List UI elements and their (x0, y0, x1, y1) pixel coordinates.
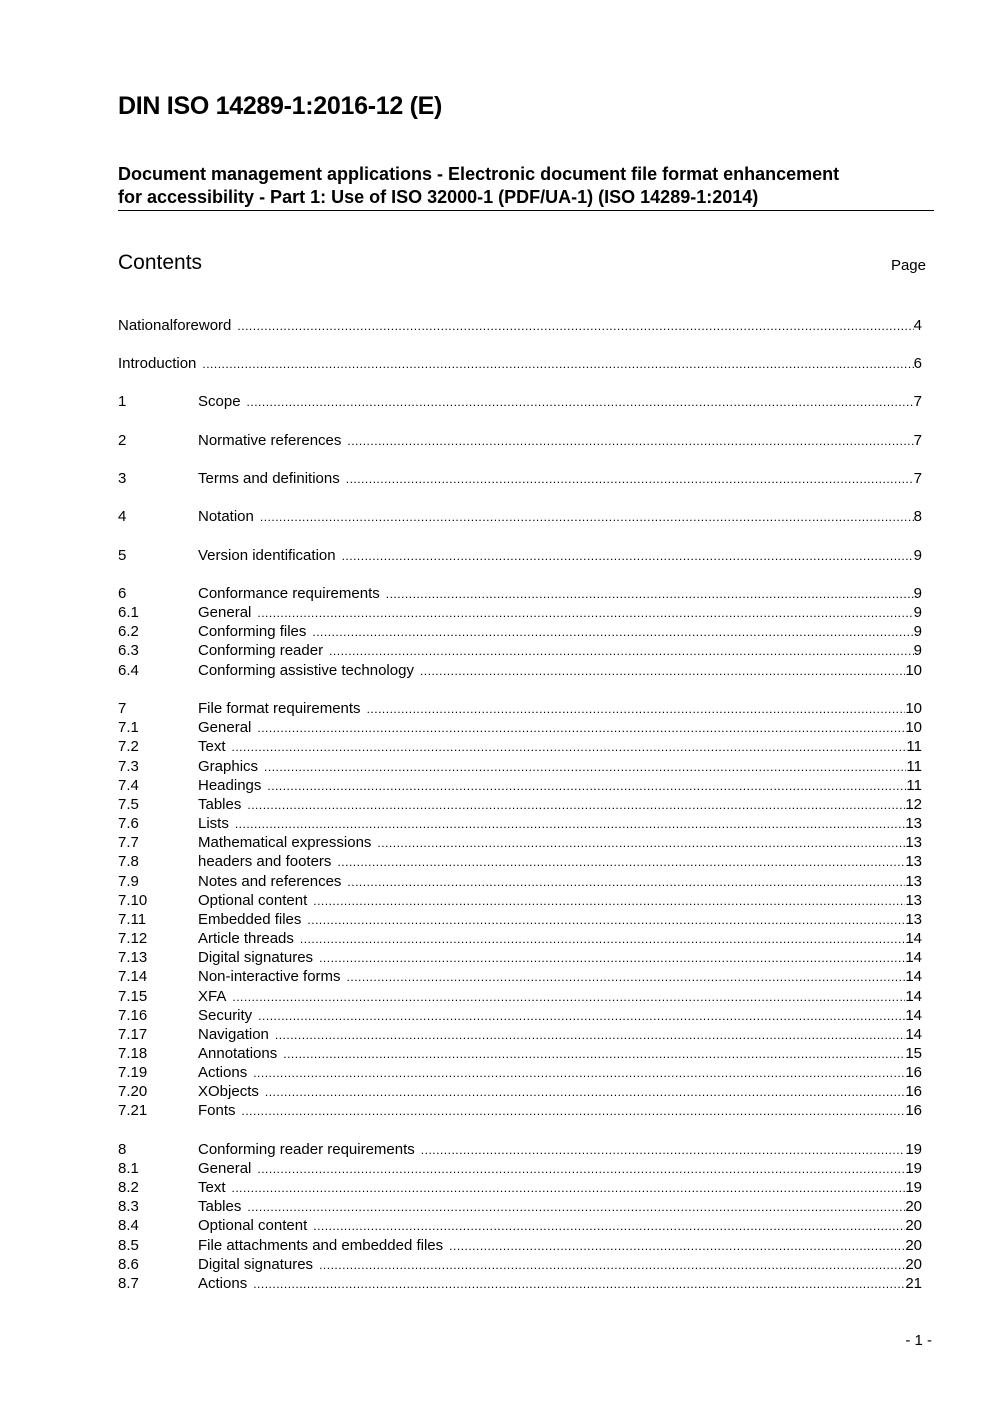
toc-entry-number: 6.4 (118, 662, 139, 679)
toc-entry-title: Actions (198, 1275, 248, 1292)
toc-entry-title: File format requirements (198, 700, 361, 717)
toc-entry[interactable] (118, 354, 922, 373)
toc-entry-number: 7.13 (118, 949, 148, 966)
toc-entry-title: Digital signatures (198, 1256, 314, 1273)
toc-entry-number: 7.12 (118, 930, 148, 947)
toc-dot-leader (367, 700, 906, 719)
toc-entry-title: Terms and definitions (198, 470, 340, 487)
toc-entry-page: 19 (905, 1179, 922, 1196)
toc-entry-page: 13 (905, 853, 922, 870)
toc-entry-title: File attachments and embedded files (198, 1237, 444, 1254)
toc-entry-page: 13 (905, 873, 922, 890)
toc-entry-page: 8 (913, 508, 922, 525)
toc-entry-title: General (198, 604, 252, 621)
toc-entry-number: 4 (118, 508, 127, 525)
toc-entry-page: 19 (905, 1141, 922, 1158)
toc-entry-page: 10 (905, 700, 922, 717)
toc-entry-page: 11 (906, 777, 922, 794)
toc-entry-number: 8.2 (118, 1179, 139, 1196)
toc-entry[interactable] (118, 718, 922, 737)
toc-entry-page: 7 (913, 432, 922, 449)
toc-entry-title: General (198, 719, 252, 736)
toc-entry-title: Security (198, 1007, 253, 1024)
toc-entry-page: 13 (905, 892, 922, 909)
toc-dot-leader (202, 355, 913, 374)
toc-dot-leader (283, 1045, 905, 1064)
toc-dot-leader (347, 873, 905, 892)
toc-entry[interactable] (118, 469, 922, 488)
toc-entry[interactable] (118, 1178, 922, 1197)
toc-dot-leader (235, 815, 905, 834)
toc-entry[interactable] (118, 1140, 922, 1159)
page-column-label: Page (890, 257, 926, 274)
toc-entry-title: Conforming reader (198, 642, 324, 659)
toc-dot-leader (319, 1256, 905, 1275)
toc-entry-title: Graphics (198, 758, 259, 775)
toc-entry-number: 3 (118, 470, 127, 487)
toc-dot-leader (346, 470, 914, 489)
toc-entry[interactable] (118, 757, 922, 776)
toc-dot-leader (253, 1064, 905, 1083)
toc-entry[interactable] (118, 987, 922, 1006)
toc-entry[interactable] (118, 795, 922, 814)
toc-entry-number: 8.3 (118, 1198, 139, 1215)
toc-entry-number: 7.6 (118, 815, 139, 832)
toc-entry-page: 7 (913, 393, 922, 410)
toc-entry-number: 7.1 (118, 719, 139, 736)
toc-dot-leader (337, 853, 905, 872)
toc-entry-title: General (198, 1160, 252, 1177)
toc-entry-title: Conforming reader requirements (198, 1141, 415, 1158)
toc-entry-title: Nationalforeword (118, 317, 232, 334)
toc-entry[interactable] (118, 814, 922, 833)
toc-entry-title: Text (198, 738, 226, 755)
toc-dot-leader (258, 1007, 905, 1026)
toc-entry-number: 7.9 (118, 873, 139, 890)
toc-entry-number: 8 (118, 1141, 127, 1158)
toc-entry-number: 7.19 (118, 1064, 148, 1081)
toc-dot-leader (312, 623, 913, 642)
toc-entry-number: 7.5 (118, 796, 139, 813)
toc-entry-number: 6.3 (118, 642, 139, 659)
toc-entry-number: 7.20 (118, 1083, 148, 1100)
toc-entry-page: 13 (905, 834, 922, 851)
toc-entry-page: 20 (905, 1256, 922, 1273)
toc-entry[interactable] (118, 622, 922, 641)
toc-entry-title: headers and footers (198, 853, 332, 870)
toc-entry[interactable] (118, 392, 922, 411)
toc-entry-number: 1 (118, 393, 127, 410)
toc-entry-title: Actions (198, 1064, 248, 1081)
toc-entry-number: 8.6 (118, 1256, 139, 1273)
toc-dot-leader (267, 777, 906, 796)
toc-entry[interactable] (118, 507, 922, 526)
toc-entry-page: 10 (905, 662, 922, 679)
toc-dot-leader (232, 738, 907, 757)
toc-entry-title: Scope (198, 393, 241, 410)
toc-entry[interactable] (118, 1044, 922, 1063)
toc-entry[interactable] (118, 776, 922, 795)
toc-dot-leader (247, 393, 914, 412)
toc-dot-leader (342, 547, 914, 566)
toc-entry-page: 14 (905, 1026, 922, 1043)
toc-entry-page: 16 (905, 1083, 922, 1100)
toc-entry-title: Annotations (198, 1045, 278, 1062)
toc-entry-number: 5 (118, 547, 127, 564)
toc-entry[interactable] (118, 1255, 922, 1274)
toc-entry-page: 19 (905, 1160, 922, 1177)
toc-entry-number: 7.15 (118, 988, 148, 1005)
toc-dot-leader (386, 585, 914, 604)
toc-dot-leader (449, 1237, 905, 1256)
document-title-line-1: Document management applications - Electronic document file format enhancement (118, 164, 840, 184)
toc-dot-leader (232, 1179, 906, 1198)
toc-entry-title: Notation (198, 508, 254, 525)
toc-entry-title: Notes and references (198, 873, 342, 890)
toc-dot-leader (242, 1102, 906, 1121)
toc-entry[interactable] (118, 833, 922, 852)
toc-entry[interactable] (118, 872, 922, 891)
toc-entry-title: Mathematical expressions (198, 834, 372, 851)
toc-dot-leader (313, 1217, 905, 1236)
page-number: - 1 - (905, 1332, 932, 1349)
toc-entry[interactable] (118, 1101, 922, 1120)
toc-entry[interactable] (118, 1063, 922, 1082)
toc-entry-number: 8.7 (118, 1275, 139, 1292)
toc-entry[interactable] (118, 737, 922, 756)
toc-entry[interactable] (118, 1216, 922, 1235)
toc-entry-number: 7.21 (118, 1102, 148, 1119)
toc-entry[interactable] (118, 316, 922, 335)
toc-dot-leader (329, 642, 914, 661)
toc-entry[interactable] (118, 584, 922, 603)
toc-entry-title: Lists (198, 815, 229, 832)
toc-entry-number: 7.3 (118, 758, 139, 775)
toc-dot-leader (347, 968, 906, 987)
toc-entry-number: 8.1 (118, 1160, 139, 1177)
toc-entry[interactable] (118, 967, 922, 986)
toc-entry-number: 7.2 (118, 738, 139, 755)
toc-entry-page: 12 (905, 796, 922, 813)
toc-entry-page: 6 (913, 355, 922, 372)
toc-entry-number: 7.7 (118, 834, 139, 851)
toc-entry-page: 9 (913, 547, 922, 564)
toc-dot-leader (257, 719, 905, 738)
toc-entry[interactable] (118, 546, 922, 565)
toc-entry-title: Headings (198, 777, 262, 794)
toc-entry-title: Non-interactive forms (198, 968, 341, 985)
toc-entry[interactable] (118, 1236, 922, 1255)
toc-entry[interactable] (118, 1025, 922, 1044)
toc-entry-title: Tables (198, 796, 242, 813)
toc-dot-leader (275, 1026, 905, 1045)
document-id: DIN ISO 14289-1:2016-12 (E) (118, 92, 443, 120)
toc-entry-page: 14 (905, 968, 922, 985)
toc-dot-leader (307, 911, 905, 930)
toc-entry-number: 7.11 (118, 911, 147, 928)
contents-heading: Contents (118, 251, 203, 274)
toc-entry-number: 7.17 (118, 1026, 148, 1043)
toc-entry-title: Normative references (198, 432, 342, 449)
toc-dot-leader (313, 892, 905, 911)
toc-entry[interactable] (118, 1006, 922, 1025)
toc-entry-title: XFA (198, 988, 227, 1005)
toc-entry-title: Navigation (198, 1026, 269, 1043)
toc-entry-page: 13 (905, 911, 922, 928)
toc-entry[interactable] (118, 948, 922, 967)
toc-entry-page: 9 (913, 623, 922, 640)
toc-dot-leader (247, 796, 905, 815)
toc-entry-page: 21 (905, 1275, 922, 1292)
toc-entry-page: 20 (905, 1217, 922, 1234)
toc-entry-page: 14 (905, 988, 922, 1005)
toc-entry-title: Conforming assistive technology (198, 662, 414, 679)
toc-dot-leader (265, 1083, 905, 1102)
toc-entry-page: 7 (913, 470, 922, 487)
toc-dot-leader (260, 508, 914, 527)
toc-entry-title: Optional content (198, 1217, 308, 1234)
toc-dot-leader (247, 1198, 905, 1217)
toc-dot-leader (257, 1160, 905, 1179)
toc-entry-page: 13 (905, 815, 922, 832)
toc-entry-number: 7.14 (118, 968, 148, 985)
toc-entry-page: 9 (913, 585, 922, 602)
toc-entry-number: 7.4 (118, 777, 139, 794)
toc-dot-leader (264, 758, 906, 777)
toc-dot-leader (257, 604, 913, 623)
toc-dot-leader (421, 1141, 906, 1160)
toc-entry[interactable] (118, 891, 922, 910)
toc-entry[interactable] (118, 852, 922, 871)
toc-entry-number: 6.2 (118, 623, 139, 640)
document-title-line-2: for accessibility - Part 1: Use of ISO 32000-1 (PDF/UA-1) (ISO 14289-1:2014) (118, 187, 759, 207)
toc-dot-leader (377, 834, 905, 853)
toc-entry-number: 7.10 (118, 892, 148, 909)
toc-dot-leader (237, 317, 913, 336)
toc-entry-page: 16 (905, 1064, 922, 1081)
toc-entry[interactable] (118, 661, 922, 680)
toc-entry-number: 8.4 (118, 1217, 139, 1234)
toc-entry[interactable] (118, 431, 922, 450)
toc-entry-title: Fonts (198, 1102, 236, 1119)
toc-dot-leader (319, 949, 905, 968)
toc-dot-leader (420, 662, 905, 681)
toc-entry-page: 20 (905, 1198, 922, 1215)
toc-entry[interactable] (118, 641, 922, 660)
toc-entry-number: 7.8 (118, 853, 139, 870)
toc-entry-page: 4 (913, 317, 922, 334)
toc-dot-leader (347, 432, 913, 451)
toc-entry-title: Optional content (198, 892, 308, 909)
toc-entry-number: 2 (118, 432, 127, 449)
toc-entry-page: 11 (906, 758, 922, 775)
table-of-contents (118, 0, 922, 1403)
toc-entry-page: 20 (905, 1237, 922, 1254)
toc-entry-title: Conformance requirements (198, 585, 380, 602)
toc-entry-title: Tables (198, 1198, 242, 1215)
toc-entry-title: Digital signatures (198, 949, 314, 966)
toc-entry-title: Text (198, 1179, 226, 1196)
toc-entry-number: 6.1 (118, 604, 139, 621)
toc-entry-title: Article threads (198, 930, 294, 947)
toc-entry-page: 9 (913, 604, 922, 621)
toc-entry[interactable] (118, 929, 922, 948)
toc-entry-number: 7.16 (118, 1007, 148, 1024)
toc-entry-page: 9 (913, 642, 922, 659)
toc-entry-page: 16 (905, 1102, 922, 1119)
toc-entry-number: 7 (118, 700, 127, 717)
toc-entry[interactable] (118, 603, 922, 622)
toc-entry-title: Introduction (118, 355, 197, 372)
toc-dot-leader (300, 930, 905, 949)
toc-entry[interactable] (118, 1274, 922, 1293)
toc-entry-title: Version identification (198, 547, 336, 564)
toc-entry-number: 6 (118, 585, 127, 602)
toc-dot-leader (232, 988, 905, 1007)
toc-entry-page: 14 (905, 949, 922, 966)
toc-entry-title: Conforming files (198, 623, 307, 640)
toc-entry-page: 14 (905, 930, 922, 947)
toc-entry-title: XObjects (198, 1083, 259, 1100)
toc-entry-number: 8.5 (118, 1237, 139, 1254)
toc-entry-page: 10 (905, 719, 922, 736)
toc-entry-title: Embedded files (198, 911, 302, 928)
toc-entry[interactable] (118, 1159, 922, 1178)
toc-entry[interactable] (118, 699, 922, 718)
toc-entry-page: 11 (906, 738, 922, 755)
toc-entry[interactable] (118, 1082, 922, 1101)
toc-entry-number: 7.18 (118, 1045, 148, 1062)
toc-dot-leader (253, 1275, 905, 1294)
toc-entry-page: 14 (905, 1007, 922, 1024)
toc-entry[interactable] (118, 910, 922, 929)
toc-entry-page: 15 (905, 1045, 922, 1062)
toc-entry[interactable] (118, 1197, 922, 1216)
